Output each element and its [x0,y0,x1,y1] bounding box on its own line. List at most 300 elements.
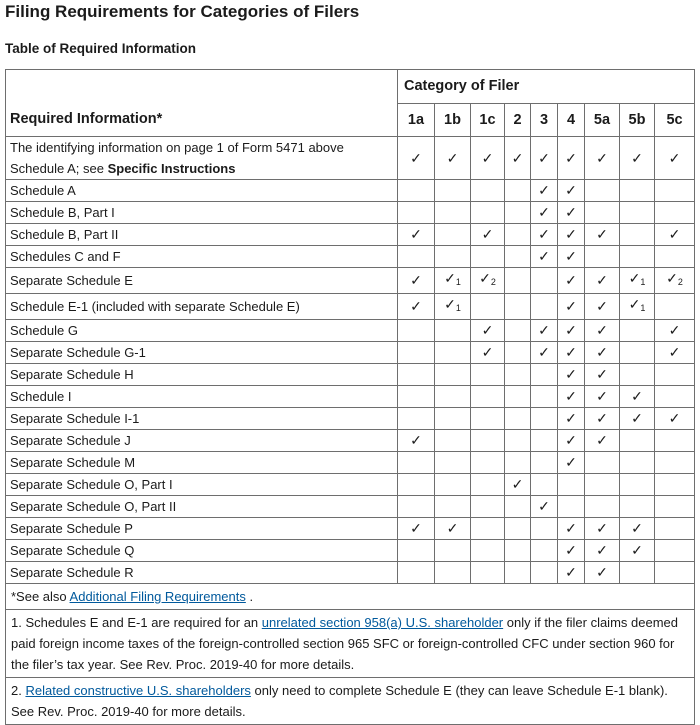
check-icon: ✓ [538,498,550,514]
check-icon: ✓ [596,520,608,536]
check-icon: ✓ [565,298,577,314]
check-icon: ✓ [481,149,494,166]
empty-cell [471,474,505,496]
category-code-4: 4 [558,104,585,137]
see-also-note-row [6,584,695,610]
check-icon: ✓ [631,542,643,558]
check-icon: ✓ [565,454,577,470]
empty-cell [620,180,655,202]
table-row [6,430,695,452]
empty-cell [655,474,695,496]
check-icon: ✓ [596,542,608,558]
footnote-ref: 2 [490,277,496,287]
see-also-note [6,584,695,610]
table-row [6,294,695,320]
row-label: Schedules C and F [6,246,398,268]
row-label: Separate Schedule Q [6,540,398,562]
check-icon: ✓ [479,270,491,286]
additional-filing-requirements-link[interactable]: Additional Filing Requirements [69,589,246,604]
check-icon: ✓ [565,149,577,166]
check-icon: ✓ [565,226,577,242]
check-mark-cell [471,224,505,246]
empty-cell [505,268,531,294]
check-icon: ✓ [668,149,681,166]
check-icon: ✓ [410,298,422,314]
empty-cell [620,246,655,268]
table-row [6,224,695,246]
check-icon: ✓ [596,366,608,382]
empty-cell [558,474,585,496]
empty-cell [435,386,471,408]
check-mark-cell [585,268,620,294]
empty-cell [505,342,531,364]
empty-cell [531,474,558,496]
see-also-suffix: . [245,589,254,604]
check-icon: ✓ [444,270,456,286]
row-label: Separate Schedule H [6,364,398,386]
check-icon: ✓ [410,520,422,536]
row-label: Separate Schedule O, Part II [6,496,398,518]
table-row [6,496,695,518]
empty-cell [655,452,695,474]
check-mark-cell [585,430,620,452]
check-mark-cell [471,342,505,364]
check-mark-cell [531,180,558,202]
check-mark-cell [398,294,435,320]
check-icon: ✓ [444,296,456,312]
check-mark-cell [435,294,471,320]
empty-cell [531,268,558,294]
empty-cell [531,562,558,584]
check-mark-cell [620,137,655,180]
check-mark-cell [398,224,435,246]
empty-cell [620,364,655,386]
empty-cell [398,180,435,202]
check-icon: ✓ [631,410,643,426]
check-icon: ✓ [565,564,577,580]
table-row [6,137,695,180]
empty-cell [435,496,471,518]
category-code-5a: 5a [585,104,620,137]
check-icon: ✓ [596,272,608,288]
footnote-ref: 1 [640,277,646,287]
empty-cell [398,386,435,408]
page-title: Filing Requirements for Categories of Filers [5,2,360,21]
empty-cell [435,430,471,452]
empty-cell [655,202,695,224]
footnote-2-suffix: only need to complete Schedule E (they can leave Schedule E-1 blank). See Rev. Proc. 2019-40 for more details. [11,683,668,719]
empty-cell [620,224,655,246]
check-icon: ✓ [668,322,681,338]
row-label: Schedule E-1 (included with separate Schedule E) [6,294,398,320]
row-label: Schedule B, Part I [6,202,398,224]
empty-cell [471,202,505,224]
check-mark-cell [398,268,435,294]
empty-cell [620,562,655,584]
empty-cell [471,386,505,408]
empty-cell [471,430,505,452]
check-icon: ✓ [596,388,608,404]
check-icon: ✓ [511,149,524,166]
check-icon: ✓ [631,520,643,536]
check-mark-cell [558,294,585,320]
table-row [6,474,695,496]
footnote-2 [6,678,695,725]
check-icon: ✓ [565,322,577,338]
table-row [6,180,695,202]
table-row [6,246,695,268]
category-code-1c: 1c [471,104,505,137]
check-mark-cell [585,137,620,180]
category-code-1b: 1b [435,104,471,137]
check-mark-cell [531,137,558,180]
check-mark-cell [435,518,471,540]
empty-cell [620,342,655,364]
check-mark-cell [585,562,620,584]
check-icon: ✓ [596,322,608,338]
footnote-2-prefix: 2. [11,683,26,698]
table-row [6,386,695,408]
check-icon: ✓ [628,270,641,286]
check-mark-cell [585,518,620,540]
empty-cell [655,364,695,386]
check-mark-cell [558,224,585,246]
row-label: Separate Schedule I-1 [6,408,398,430]
check-icon: ✓ [538,149,550,166]
empty-cell [471,518,505,540]
empty-cell [398,496,435,518]
check-mark-cell [620,386,655,408]
empty-cell [435,246,471,268]
empty-cell [398,342,435,364]
empty-cell [655,540,695,562]
empty-cell [505,180,531,202]
table-row [6,562,695,584]
row-label: Separate Schedule R [6,562,398,584]
category-code-5b: 5b [620,104,655,137]
check-icon: ✓ [666,270,678,286]
empty-cell [471,540,505,562]
empty-cell [505,224,531,246]
check-mark-cell [531,224,558,246]
check-mark-cell [398,430,435,452]
identifying-info-text: The identifying information on page 1 of Form 5471 above Schedule A; see [10,140,344,176]
table-row [6,364,695,386]
check-mark-cell [585,224,620,246]
empty-cell [620,496,655,518]
empty-cell [620,452,655,474]
check-icon: ✓ [596,432,608,448]
check-icon: ✓ [668,410,681,426]
check-mark-cell [558,408,585,430]
check-mark-cell [558,386,585,408]
empty-cell [655,294,695,320]
row-label: Schedule A [6,180,398,202]
check-icon: ✓ [410,226,422,242]
check-icon: ✓ [596,226,608,242]
table-row [6,320,695,342]
check-icon: ✓ [410,272,422,288]
category-of-filer-header: Category of Filer [398,70,695,104]
empty-cell [620,430,655,452]
check-icon: ✓ [565,432,577,448]
empty-cell [471,408,505,430]
check-mark-cell [620,294,655,320]
empty-cell [471,294,505,320]
check-icon: ✓ [481,226,494,242]
empty-cell [471,364,505,386]
check-mark-cell [558,320,585,342]
empty-cell [585,202,620,224]
check-icon: ✓ [446,149,459,166]
empty-cell [585,496,620,518]
check-mark-cell [531,342,558,364]
check-mark-cell [585,386,620,408]
footnote-ref: 1 [455,303,461,313]
check-icon: ✓ [596,410,608,426]
check-mark-cell [585,294,620,320]
empty-cell [505,246,531,268]
empty-cell [435,342,471,364]
table-row [6,342,695,364]
check-mark-cell [398,137,435,180]
check-mark-cell [531,246,558,268]
table-row [6,540,695,562]
check-icon: ✓ [631,149,643,166]
empty-cell [435,202,471,224]
empty-cell [398,246,435,268]
check-mark-cell [558,452,585,474]
empty-cell [620,474,655,496]
specific-instructions-text: Specific Instructions [107,161,236,176]
check-mark-cell [471,320,505,342]
empty-cell [655,246,695,268]
empty-cell [471,180,505,202]
empty-cell [531,518,558,540]
empty-cell [505,202,531,224]
check-mark-cell [558,364,585,386]
row-label: Separate Schedule G-1 [6,342,398,364]
empty-cell [398,408,435,430]
empty-cell [531,452,558,474]
footnote-1-row [6,610,695,678]
empty-cell [505,320,531,342]
empty-cell [655,562,695,584]
table-row [6,268,695,294]
empty-cell [471,562,505,584]
table-row [6,518,695,540]
footnote-1-prefix: 1. Schedules E and E-1 are required for an [11,615,262,630]
empty-cell [620,320,655,342]
check-icon: ✓ [596,344,608,360]
check-icon: ✓ [565,410,577,426]
empty-cell [505,430,531,452]
row-label: Separate Schedule O, Part I [6,474,398,496]
check-mark-cell [585,364,620,386]
required-information-header: Required Information* [6,70,398,137]
footnote-1 [6,610,695,678]
check-icon: ✓ [565,248,577,264]
required-information-table [5,69,695,725]
check-icon: ✓ [565,272,577,288]
empty-cell [558,496,585,518]
row-label: Separate Schedule M [6,452,398,474]
empty-cell [531,364,558,386]
empty-cell [585,474,620,496]
footnote-ref: 1 [640,303,646,313]
check-icon: ✓ [596,149,608,166]
empty-cell [398,452,435,474]
check-mark-cell [620,518,655,540]
check-mark-cell [558,246,585,268]
check-mark-cell [435,137,471,180]
empty-cell [505,408,531,430]
check-icon: ✓ [410,149,422,166]
check-icon: ✓ [538,182,550,198]
empty-cell [655,430,695,452]
check-mark-cell [398,518,435,540]
empty-cell [531,408,558,430]
empty-cell [505,386,531,408]
check-mark-cell [558,180,585,202]
check-icon: ✓ [668,226,681,242]
empty-cell [505,562,531,584]
empty-cell [655,518,695,540]
category-code-2: 2 [505,104,531,137]
footnote-ref: 2 [677,277,683,287]
empty-cell [531,540,558,562]
empty-cell [505,364,531,386]
empty-cell [471,452,505,474]
empty-cell [435,452,471,474]
check-icon: ✓ [628,296,641,312]
check-mark-cell [558,430,585,452]
check-mark-cell [505,474,531,496]
empty-cell [471,246,505,268]
row-label: Schedule B, Part II [6,224,398,246]
see-also-prefix: *See also [11,589,70,604]
empty-cell [398,540,435,562]
check-icon: ✓ [565,366,577,382]
check-mark-cell [655,224,695,246]
check-mark-cell [585,342,620,364]
check-mark-cell [531,202,558,224]
category-code-1a: 1a [398,104,435,137]
check-icon: ✓ [565,204,577,220]
empty-cell [505,518,531,540]
check-icon: ✓ [538,226,550,242]
empty-cell [505,294,531,320]
empty-cell [531,386,558,408]
empty-cell [398,202,435,224]
check-icon: ✓ [668,344,681,360]
empty-cell [531,430,558,452]
empty-cell [505,452,531,474]
check-icon: ✓ [538,322,550,338]
check-icon: ✓ [565,344,577,360]
row-label: Schedule I [6,386,398,408]
empty-cell [435,364,471,386]
check-mark-cell [435,268,471,294]
unrelated-shareholder-link[interactable]: unrelated section 958(a) U.S. shareholder [261,615,504,630]
table-row [6,202,695,224]
check-mark-cell [655,342,695,364]
check-mark-cell [558,137,585,180]
row-label: Separate Schedule E [6,268,398,294]
check-mark-cell [558,540,585,562]
footnote-1-suffix: only if the filer claims deemed paid foreign income taxes of the foreign-controlled section 965 SFC or foreign-controlled CFC under section 960 for the filer’s tax year. See Rev. Proc. 2019-40 for more details. [11,615,678,672]
check-mark-cell [620,408,655,430]
check-icon: ✓ [538,204,550,220]
check-icon: ✓ [481,322,494,338]
row-label: Schedule G [6,320,398,342]
check-mark-cell [655,137,695,180]
check-mark-cell [505,137,531,180]
footnote-2-row [6,678,695,725]
check-icon: ✓ [538,248,550,264]
empty-cell [585,246,620,268]
empty-cell [505,540,531,562]
empty-cell [585,452,620,474]
check-icon: ✓ [631,388,643,404]
empty-cell [505,496,531,518]
check-icon: ✓ [565,520,577,536]
row-label-identifying-information [6,137,398,180]
empty-cell [435,408,471,430]
empty-cell [435,474,471,496]
related-constructive-shareholders-link[interactable]: Related constructive U.S. shareholders [25,683,251,698]
empty-cell [655,386,695,408]
check-mark-cell [531,320,558,342]
category-code-5c: 5c [655,104,695,137]
empty-cell [435,540,471,562]
row-label: Separate Schedule P [6,518,398,540]
empty-cell [398,320,435,342]
check-mark-cell [558,268,585,294]
check-mark-cell [620,540,655,562]
check-mark-cell [585,320,620,342]
empty-cell [655,180,695,202]
empty-cell [435,224,471,246]
check-icon: ✓ [596,298,608,314]
check-icon: ✓ [565,388,577,404]
empty-cell [531,294,558,320]
table-subtitle: Table of Required Information [5,41,197,56]
empty-cell [435,180,471,202]
check-mark-cell [585,408,620,430]
check-icon: ✓ [446,520,459,536]
check-mark-cell [655,320,695,342]
empty-cell [398,364,435,386]
check-mark-cell [558,518,585,540]
table-row [6,408,695,430]
empty-cell [471,496,505,518]
table-notes [6,584,695,725]
category-code-3: 3 [531,104,558,137]
check-mark-cell [471,137,505,180]
check-icon: ✓ [565,542,577,558]
footnote-ref: 1 [455,277,461,287]
empty-cell [435,320,471,342]
check-mark-cell [471,268,505,294]
check-mark-cell [655,268,695,294]
empty-cell [398,562,435,584]
table-row [6,452,695,474]
check-mark-cell [655,408,695,430]
check-icon: ✓ [538,344,550,360]
check-icon: ✓ [511,476,524,492]
check-icon: ✓ [410,432,422,448]
